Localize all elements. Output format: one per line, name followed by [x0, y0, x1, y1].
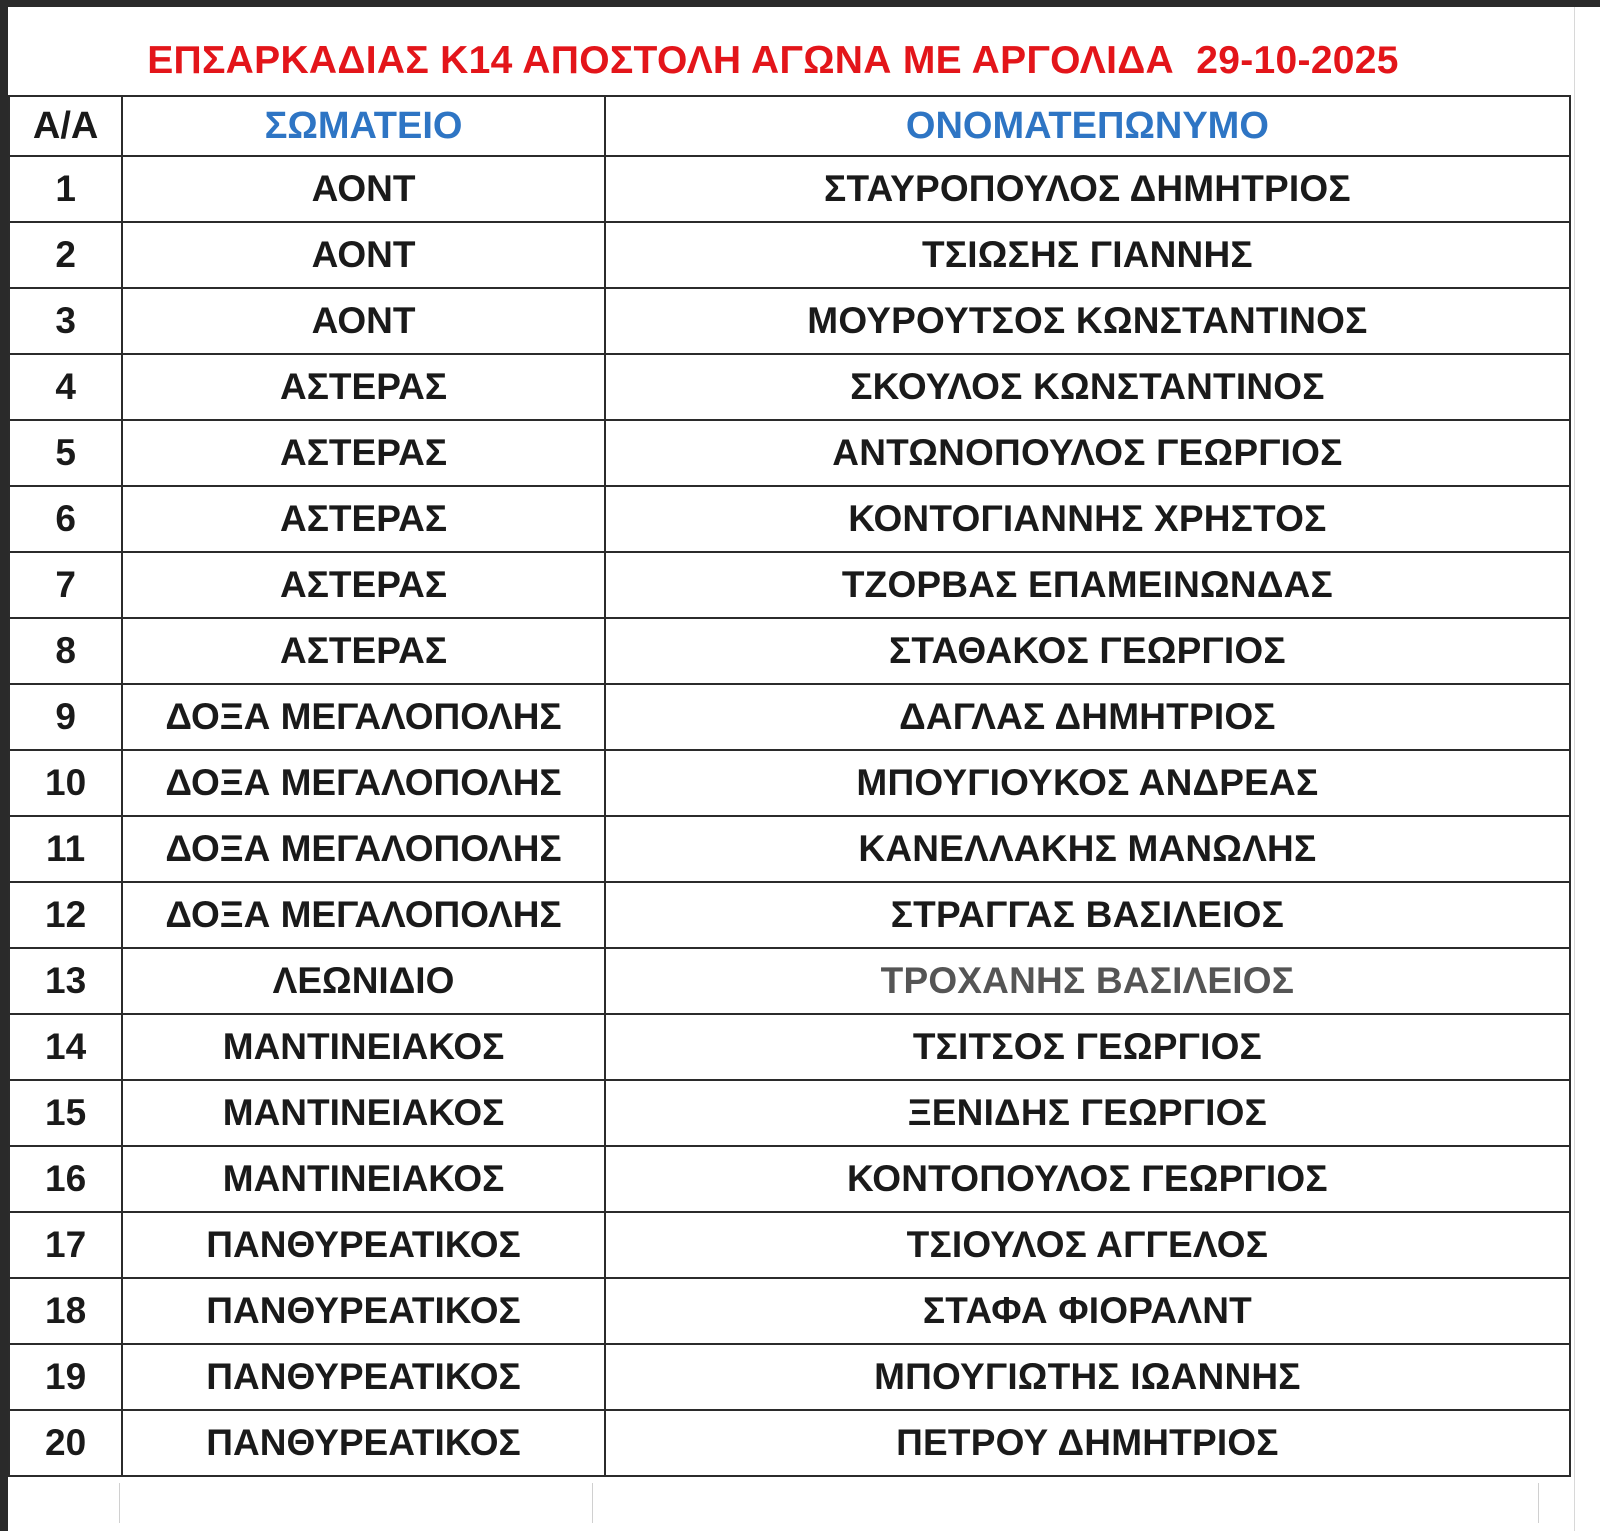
player-name-cell: ΜΟΥΡΟΥΤΣΟΣ ΚΩΝΣΤΑΝΤΙΝΟΣ [605, 288, 1570, 354]
player-name-cell: ΣΤΡΑΓΓΑΣ ΒΑΣΙΛΕΙΟΣ [605, 882, 1570, 948]
player-name-cell: ΚΟΝΤΟΓΙΑΝΝΗΣ ΧΡΗΣΤΟΣ [605, 486, 1570, 552]
table-row [9, 420, 1570, 486]
row-number-cell: 13 [9, 948, 122, 1014]
club-cell: ΠΑΝΘΥΡΕΑΤΙΚΟΣ [122, 1410, 605, 1476]
spreadsheet-sheet [8, 7, 1600, 1531]
table-row [9, 288, 1570, 354]
player-name-cell: ΔΑΓΛΑΣ ΔΗΜΗΤΡΙΟΣ [605, 684, 1570, 750]
club-cell: ΜΑΝΤΙΝΕΙΑΚΟΣ [122, 1014, 605, 1080]
table-row [9, 1212, 1570, 1278]
table-row [9, 222, 1570, 288]
club-cell: ΑΣΤΕΡΑΣ [122, 486, 605, 552]
roster-table [8, 95, 1571, 1477]
table-row [9, 750, 1570, 816]
club-cell: ΜΑΝΤΙΝΕΙΑΚΟΣ [122, 1080, 605, 1146]
row-number-cell: 20 [9, 1410, 122, 1476]
row-number-cell: 10 [9, 750, 122, 816]
table-row [9, 486, 1570, 552]
club-cell: ΑΟΝΤ [122, 156, 605, 222]
row-number-cell: 8 [9, 618, 122, 684]
player-name-cell: ΜΠΟΥΓΙΟΥΚΟΣ ΑΝΔΡΕΑΣ [605, 750, 1570, 816]
club-cell: ΔΟΞΑ ΜΕΓΑΛΟΠΟΛΗΣ [122, 882, 605, 948]
row-number-cell: 5 [9, 420, 122, 486]
empty-spreadsheet-row [8, 1483, 1571, 1523]
club-cell: ΛΕΩΝΙΔΙΟ [122, 948, 605, 1014]
club-cell: ΑΣΤΕΡΑΣ [122, 420, 605, 486]
row-number-cell: 9 [9, 684, 122, 750]
row-number-cell: 19 [9, 1344, 122, 1410]
club-cell: ΑΣΤΕΡΑΣ [122, 354, 605, 420]
roster-body [9, 156, 1570, 1476]
document-title: ΕΠΣΑΡΚΑΔΙΑΣ Κ14 ΑΠΟΣΤΟΛΗ ΑΓΩΝΑ ΜΕ ΑΡΓΟΛΙΔΑ 29-10-2025 [147, 39, 1399, 82]
row-number-cell: 3 [9, 288, 122, 354]
header-name: ΟΝΟΜΑΤΕΠΩΝΥΜΟ [605, 96, 1570, 156]
club-cell: ΠΑΝΘΥΡΕΑΤΙΚΟΣ [122, 1278, 605, 1344]
club-cell: ΔΟΞΑ ΜΕΓΑΛΟΠΟΛΗΣ [122, 816, 605, 882]
player-name-cell: ΚΟΝΤΟΠΟΥΛΟΣ ΓΕΩΡΓΙΟΣ [605, 1146, 1570, 1212]
row-number-cell: 12 [9, 882, 122, 948]
table-row [9, 684, 1570, 750]
table-row [9, 1146, 1570, 1212]
spreadsheet-gridline [1574, 7, 1575, 1531]
row-number-cell: 15 [9, 1080, 122, 1146]
club-cell: ΜΑΝΤΙΝΕΙΑΚΟΣ [122, 1146, 605, 1212]
row-number-cell: 18 [9, 1278, 122, 1344]
player-name-cell: ΤΖΟΡΒΑΣ ΕΠΑΜΕΙΝΩΝΔΑΣ [605, 552, 1570, 618]
table-row [9, 1278, 1570, 1344]
player-name-cell: ΑΝΤΩΝΟΠΟΥΛΟΣ ΓΕΩΡΓΙΟΣ [605, 420, 1570, 486]
player-name-cell: ΚΑΝΕΛΛΑΚΗΣ ΜΑΝΩΛΗΣ [605, 816, 1570, 882]
player-name-cell: ΣΤΑΘΑΚΟΣ ΓΕΩΡΓΙΟΣ [605, 618, 1570, 684]
player-name-cell: ΣΤΑΥΡΟΠΟΥΛΟΣ ΔΗΜΗΤΡΙΟΣ [605, 156, 1570, 222]
header-aa: Α/Α [9, 96, 122, 156]
player-name-cell: ΞΕΝΙΔΗΣ ΓΕΩΡΓΙΟΣ [605, 1080, 1570, 1146]
club-cell: ΠΑΝΘΥΡΕΑΤΙΚΟΣ [122, 1344, 605, 1410]
club-cell: ΑΣΤΕΡΑΣ [122, 552, 605, 618]
row-number-cell: 17 [9, 1212, 122, 1278]
row-number-cell: 6 [9, 486, 122, 552]
table-row [9, 816, 1570, 882]
row-number-cell: 7 [9, 552, 122, 618]
player-name-cell: ΤΣΙΤΣΟΣ ΓΕΩΡΓΙΟΣ [605, 1014, 1570, 1080]
table-row [9, 552, 1570, 618]
header-row [9, 96, 1570, 156]
tail-cell-divider [592, 1483, 593, 1523]
row-number-cell: 11 [9, 816, 122, 882]
row-number-cell: 14 [9, 1014, 122, 1080]
tail-cell-divider [119, 1483, 120, 1523]
player-name-cell: ΤΡΟΧΑΝΗΣ ΒΑΣΙΛΕΙΟΣ [605, 948, 1570, 1014]
club-cell: ΔΟΞΑ ΜΕΓΑΛΟΠΟΛΗΣ [122, 750, 605, 816]
table-row [9, 618, 1570, 684]
header-club: ΣΩΜΑΤΕΙΟ [122, 96, 605, 156]
photo-frame-top [0, 0, 1600, 7]
row-number-cell: 1 [9, 156, 122, 222]
player-name-cell: ΠΕΤΡΟΥ ΔΗΜΗΤΡΙΟΣ [605, 1410, 1570, 1476]
club-cell: ΔΟΞΑ ΜΕΓΑΛΟΠΟΛΗΣ [122, 684, 605, 750]
player-name-cell: ΣΚΟΥΛΟΣ ΚΩΝΣΤΑΝΤΙΝΟΣ [605, 354, 1570, 420]
player-name-cell: ΤΣΙΩΣΗΣ ΓΙΑΝΝΗΣ [605, 222, 1570, 288]
row-number-cell: 16 [9, 1146, 122, 1212]
table-row [9, 948, 1570, 1014]
player-name-cell: ΜΠΟΥΓΙΩΤΗΣ ΙΩΑΝΝΗΣ [605, 1344, 1570, 1410]
club-cell: ΑΟΝΤ [122, 222, 605, 288]
player-name-cell: ΣΤΑΦΑ ΦΙΟΡΑΛΝΤ [605, 1278, 1570, 1344]
table-row [9, 156, 1570, 222]
table-row [9, 1410, 1570, 1476]
table-row [9, 1080, 1570, 1146]
table-row [9, 882, 1570, 948]
table-row [9, 1014, 1570, 1080]
tail-cell-divider [1538, 1483, 1539, 1523]
photo-frame-left [0, 0, 8, 1531]
player-name-cell: ΤΣΙΟΥΛΟΣ ΑΓΓΕΛΟΣ [605, 1212, 1570, 1278]
club-cell: ΑΣΤΕΡΑΣ [122, 618, 605, 684]
club-cell: ΑΟΝΤ [122, 288, 605, 354]
row-number-cell: 2 [9, 222, 122, 288]
row-number-cell: 4 [9, 354, 122, 420]
table-row [9, 1344, 1570, 1410]
club-cell: ΠΑΝΘΥΡΕΑΤΙΚΟΣ [122, 1212, 605, 1278]
table-row [9, 354, 1570, 420]
